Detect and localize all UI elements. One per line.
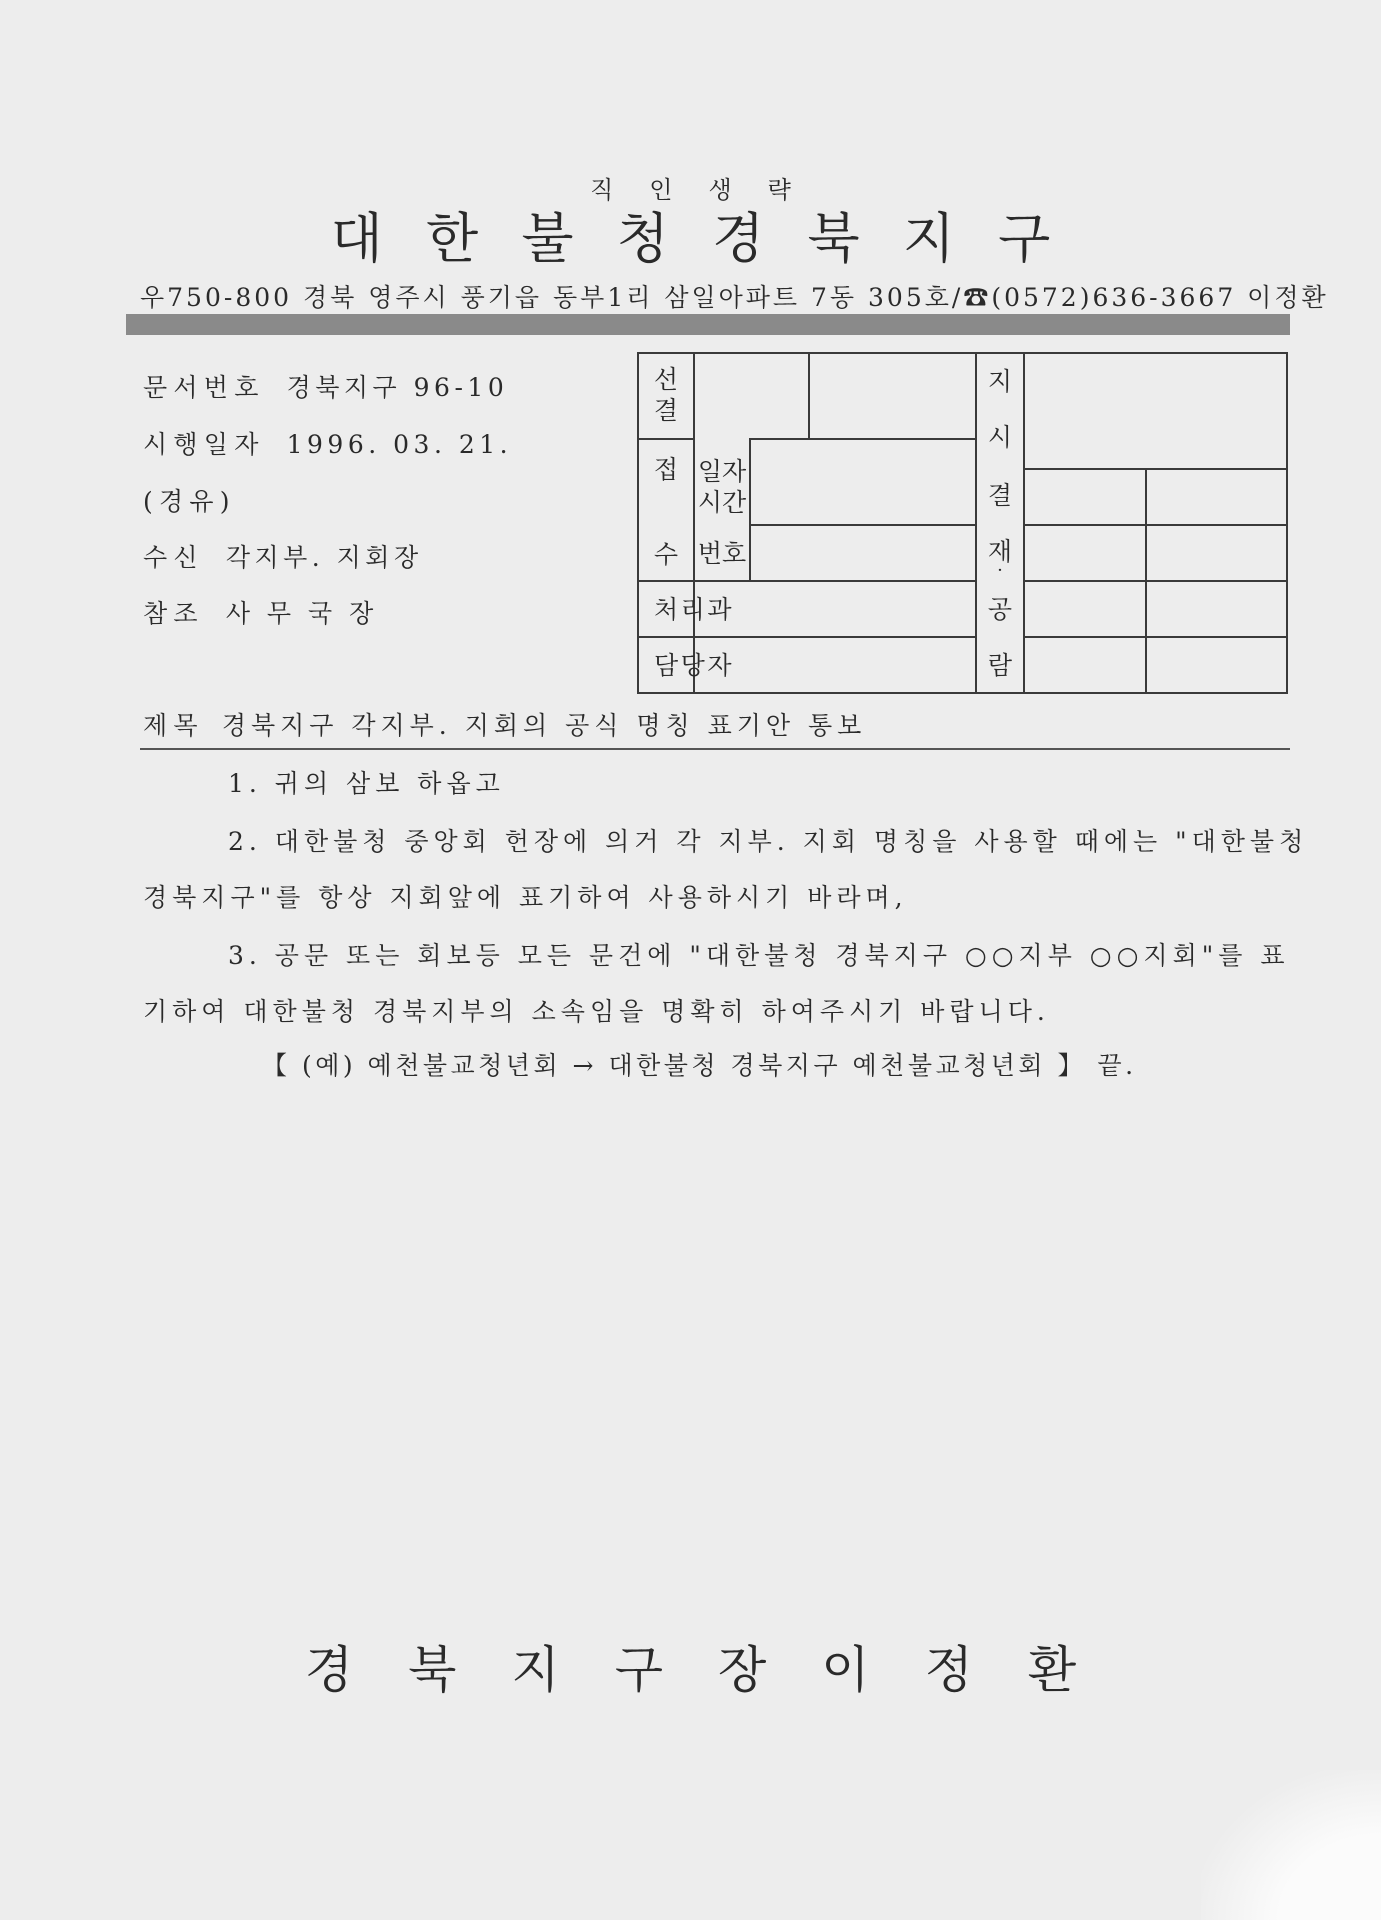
organization-title: 대한불청경북지구 (330, 207, 1094, 270)
jeopsu-label-top: 접 (653, 455, 679, 484)
seongyeol-label: 선 결 (653, 365, 679, 426)
address-line: 우750-800 경북 영주시 풍기읍 동부1리 삼일아파트 7동 305호/☎(0572)636-3667 이정환 (140, 283, 1329, 312)
right-column-char: 결 (987, 481, 1013, 510)
grid-line (1023, 636, 1286, 638)
subject-line (143, 706, 866, 742)
number-label: 번호 (697, 539, 747, 568)
right-column-char: 지 (987, 367, 1013, 396)
field-value: 사 무 국 장 (225, 599, 378, 628)
field-label: 시행일자 (143, 430, 265, 459)
grid-line (639, 438, 693, 440)
officer-label: 담당자 (654, 651, 734, 680)
grid-line (749, 438, 751, 580)
grid-line (1023, 524, 1286, 526)
subject-divider (140, 748, 1290, 750)
grid-line (1023, 468, 1286, 470)
body-line-2b: 경북지구"를 항상 지회앞에 표기하여 사용하시기 바라며, (143, 883, 908, 912)
grid-line (749, 438, 975, 440)
subject-label: 제목 (143, 711, 204, 740)
field-label: 수신 (143, 543, 204, 572)
field-recipient (143, 538, 423, 574)
right-column-char: 람 (987, 651, 1013, 680)
grid-line (1023, 580, 1286, 582)
subject-value: 경북지구 각지부. 지회의 공식 명칭 표기안 통보 (221, 711, 867, 740)
grid-line (693, 354, 695, 692)
field-via (143, 482, 258, 518)
grid-line (808, 354, 810, 438)
grid-line (639, 636, 975, 638)
body-line-3b: 기하여 대한불청 경북지부의 소속임을 명확히 하여주시기 바랍니다. (143, 997, 1050, 1026)
right-column-char: 재 (987, 537, 1013, 566)
signature-line: 경북지구장이정환 (304, 1641, 1132, 1699)
seal-omitted-note: 직인생략 (590, 176, 827, 204)
right-column-char: 시 (987, 423, 1013, 452)
jeopsu-label-bottom: 수 (653, 540, 679, 569)
header-divider-bar (126, 314, 1290, 335)
grid-line (639, 580, 975, 582)
field-value: 각지부. 지회장 (225, 543, 423, 572)
field-label: 참조 (143, 599, 204, 628)
field-value: 경북지구 96-10 (286, 373, 509, 402)
field-value: 1996. 03. 21. (286, 430, 513, 459)
field-reference (143, 594, 378, 630)
date-time-label: 일자 시간 (697, 457, 747, 518)
field-label: (경유) (143, 487, 236, 516)
body-line-1: 1. 귀의 삼보 하옵고 (228, 769, 505, 798)
field-issue-date (143, 425, 512, 461)
approval-box (637, 352, 1288, 694)
grid-line (975, 354, 977, 692)
example-line: 【 (예) 예천불교청년회 → 대한불청 경북지구 예천불교청년회 】 끝. (262, 1051, 1137, 1080)
body-line-2a: 2. 대한불청 중앙회 헌장에 의거 각 지부. 지회 명칭을 사용할 때에는 "대한불청 (228, 827, 1309, 856)
paper-stain (1201, 1770, 1381, 1920)
grid-line (1023, 354, 1025, 692)
right-column-char: · (997, 560, 1003, 581)
right-column-char: 공 (987, 595, 1013, 624)
processing-dept-label: 처리과 (654, 595, 734, 624)
body-line-3a: 3. 공문 또는 회보등 모든 문건에 "대한불청 경북지구 ○○지부 ○○지회"를 표 (228, 941, 1290, 970)
field-document-number (143, 368, 508, 404)
grid-line (749, 524, 975, 526)
field-label: 문서번호 (143, 373, 265, 402)
